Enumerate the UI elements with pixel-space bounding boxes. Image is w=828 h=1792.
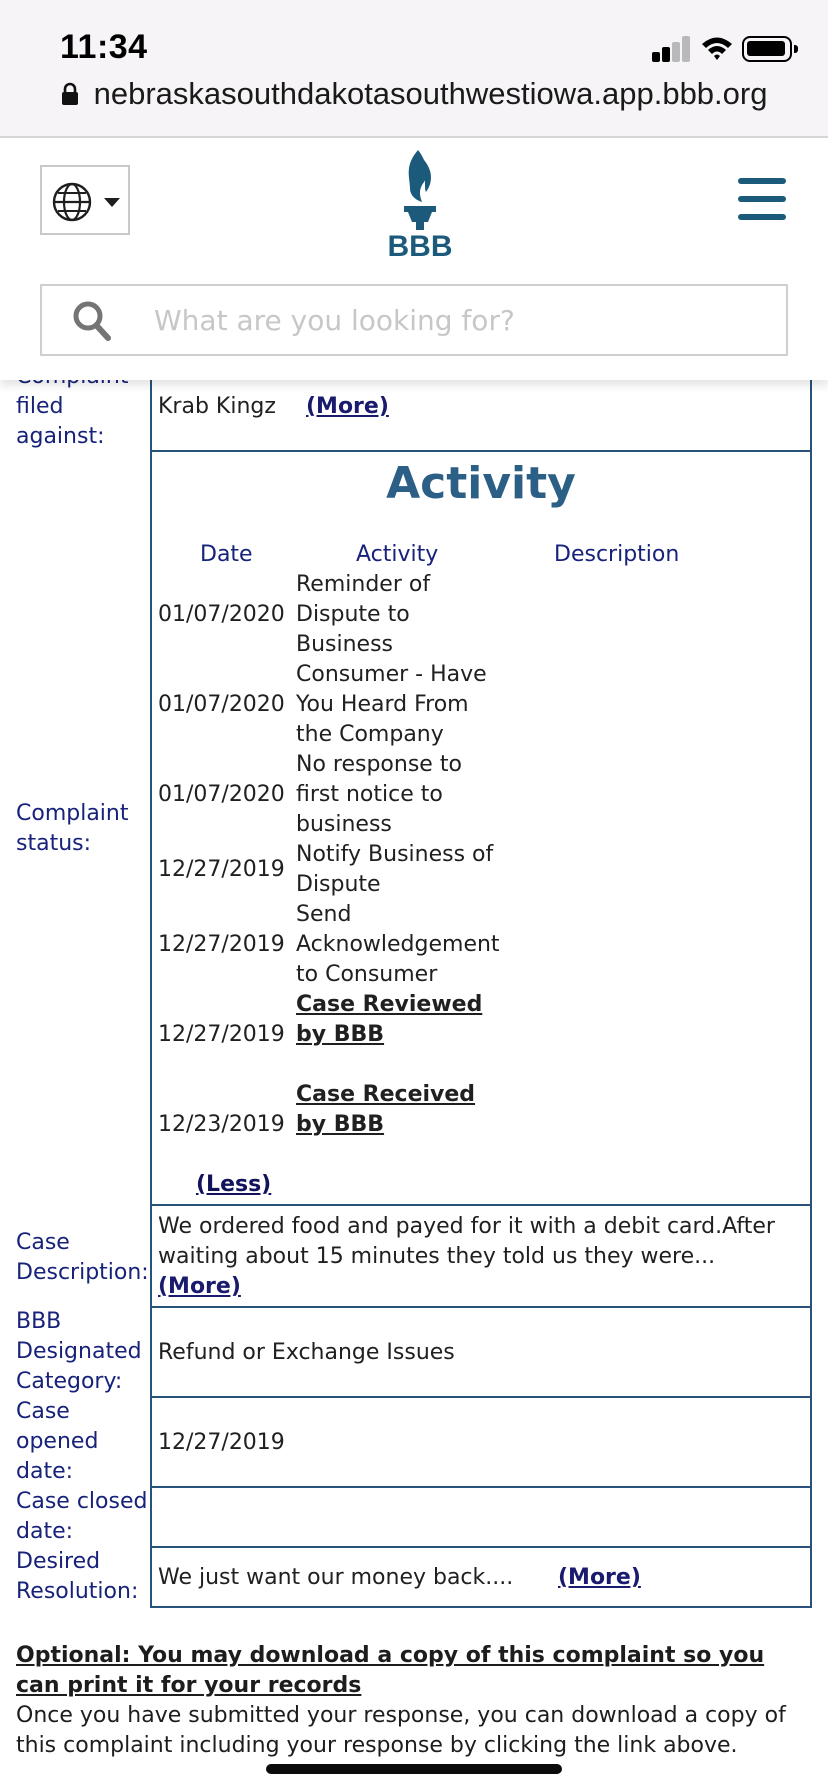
wifi-icon	[700, 34, 734, 62]
case-reviewed-link[interactable]: Case Reviewed by BBB	[296, 992, 483, 1047]
opened-date-cell	[150, 1396, 812, 1488]
resolution-value: We just want our money back....	[158, 1565, 514, 1590]
closed-date-cell	[150, 1486, 812, 1548]
activity-text: Notify Business of Dispute	[296, 842, 494, 897]
resolution-cell	[150, 1546, 812, 1608]
activity-date: 01/07/2020	[158, 602, 285, 627]
activity-date: 12/23/2019	[158, 1112, 285, 1137]
activity-date: 12/27/2019	[158, 857, 285, 882]
activity-date: 01/07/2020	[158, 782, 285, 807]
address-bar[interactable]	[0, 76, 828, 120]
chevron-down-icon	[104, 198, 120, 207]
browser-status-bar	[0, 0, 828, 138]
opened-date-label: Case opened date:	[16, 1399, 99, 1484]
opened-date-value: 12/27/2019	[158, 1430, 285, 1455]
globe-icon	[52, 182, 92, 222]
search-bar[interactable]	[40, 284, 788, 356]
search-icon	[72, 298, 112, 342]
category-cell	[150, 1306, 812, 1398]
download-note: Once you have submitted your response, you can download a copy of this complaint including your response by clicking the link above.	[16, 1703, 786, 1758]
home-indicator	[266, 1764, 562, 1774]
site-header	[0, 140, 828, 380]
activity-text: Reminder of Dispute to Business	[296, 572, 431, 657]
case-description-more-link[interactable]: (More)	[158, 1274, 241, 1299]
case-description-label: Case Description:	[16, 1230, 149, 1285]
lock-icon	[61, 82, 79, 106]
clock: 11:34	[60, 28, 148, 66]
activity-text: Consumer - Have You Heard From the Company	[296, 662, 487, 747]
cellular-signal-icon	[652, 36, 692, 62]
closed-date-label: Case closed date:	[16, 1489, 148, 1544]
menu-button[interactable]	[738, 178, 786, 222]
activity-cell	[150, 450, 812, 1206]
filed-against-more-link[interactable]: (More)	[306, 394, 389, 419]
case-description-value: We ordered food and payed for it with a debit card.After waiting about 15 minutes they told us they were...	[158, 1214, 775, 1269]
filed-against-label: filed against:	[16, 394, 105, 449]
category-value: Refund or Exchange Issues	[158, 1340, 455, 1365]
case-description-text	[158, 1212, 798, 1302]
activity-date: 12/27/2019	[158, 932, 285, 957]
bbb-logo-text: BBB	[387, 230, 453, 260]
activity-date: 01/07/2020	[158, 692, 285, 717]
activity-date: 12/27/2019	[158, 1022, 285, 1047]
activity-text: Send Acknowledgement to Consumer	[296, 902, 500, 987]
case-received-link[interactable]: Case Received by BBB	[296, 1082, 476, 1137]
category-label: BBB Designated Category:	[16, 1309, 142, 1394]
battery-icon	[742, 36, 792, 62]
date-column-header: Date	[200, 542, 253, 567]
complaint-status-label: Complaint status:	[16, 801, 129, 856]
language-selector[interactable]	[40, 165, 130, 235]
description-column-header: Description	[554, 542, 680, 567]
activity-text: No response to first notice to business	[296, 752, 462, 837]
case-description-cell	[150, 1204, 812, 1308]
page-url: nebraskasouthdakotasouthwestiowa.app.bbb.org	[93, 76, 768, 111]
resolution-more-link[interactable]: (More)	[558, 1565, 641, 1590]
hamburger-icon	[738, 178, 786, 184]
activity-column-header: Activity	[356, 542, 439, 567]
business-name: Krab Kingz	[158, 394, 276, 419]
search-input[interactable]	[154, 294, 774, 346]
download-complaint-link[interactable]: Optional: You may download a copy of this complaint so you can print it for your records	[16, 1643, 765, 1698]
activity-title: Activity	[386, 458, 576, 509]
bbb-logo[interactable]	[380, 148, 460, 260]
activity-less-link[interactable]: (Less)	[196, 1172, 272, 1197]
resolution-label: Desired Resolution:	[16, 1549, 139, 1604]
